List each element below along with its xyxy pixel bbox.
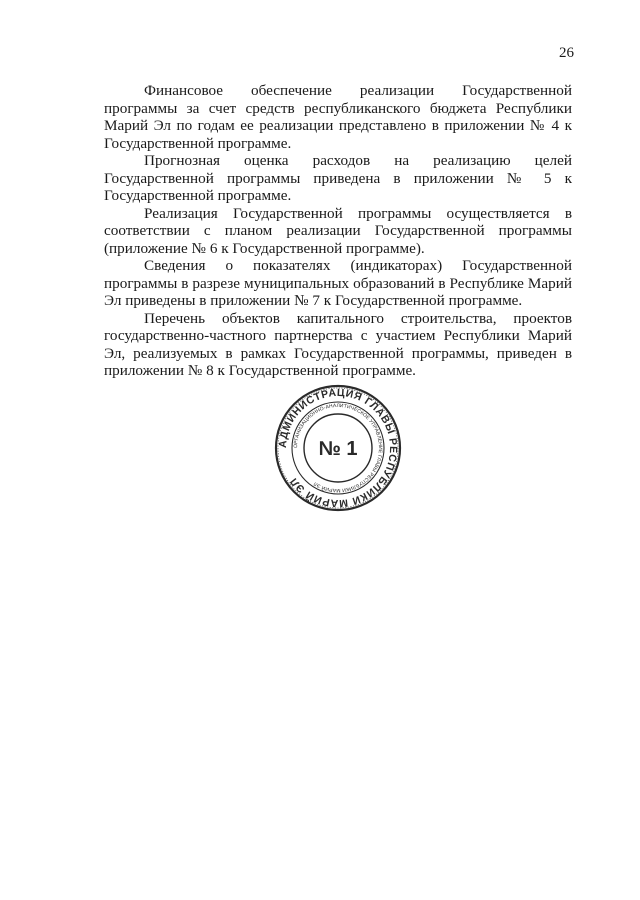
page-number: 26 [559, 45, 574, 61]
official-stamp [273, 383, 403, 513]
paragraph-expense-estimate: Прогнозная оценка расходов на реализацию целей Государственной программы приведена в приложении № 5 к Государственной программе. [104, 152, 572, 204]
stamp-seal-icon [273, 383, 403, 513]
paragraph-implementation-plan: Реализация Государственной программы осуществляется в соответствии с планом реализации Государственной программы (приложение № 6 к Государственной программе). [104, 204, 572, 257]
stamp-inner-text: ОРГАНИЗАЦИОННО-АНАЛИТИЧЕСКОЕ УПРАВЛЕНИЕ ГЛАВЫ РЕСПУБЛИКИ МАРИЙ ЭЛ [292, 402, 384, 494]
paragraph-capital-objects: Перечень объектов капитального строительства, проектов государственно-частного партнерства с участием Республики Марий Эл, реализуемых в рамках Государственной программы, приведен в приложении № 8 к Государственной программе. [104, 309, 572, 379]
body-text [104, 82, 572, 380]
stamp-outer-text: АДМИНИСТРАЦИЯ ГЛАВЫ РЕСПУБЛИКИ МАРИЙ ЭЛ [276, 386, 400, 510]
paragraph-financing: Финансовое обеспечение реализации Государственной программы за счет средств республиканского бюджета Республики Марий Эл по годам ее реализации представлено в приложении № 4 к Государственной программе. [104, 82, 572, 152]
stamp-center-text: № 1 [318, 438, 358, 460]
paragraph-indicators: Сведения о показателях (индикаторах) Государственной программы в разрезе муниципальных образований в Республике Марий Эл приведены в приложении № 7 к Государственной программе. [104, 257, 572, 309]
